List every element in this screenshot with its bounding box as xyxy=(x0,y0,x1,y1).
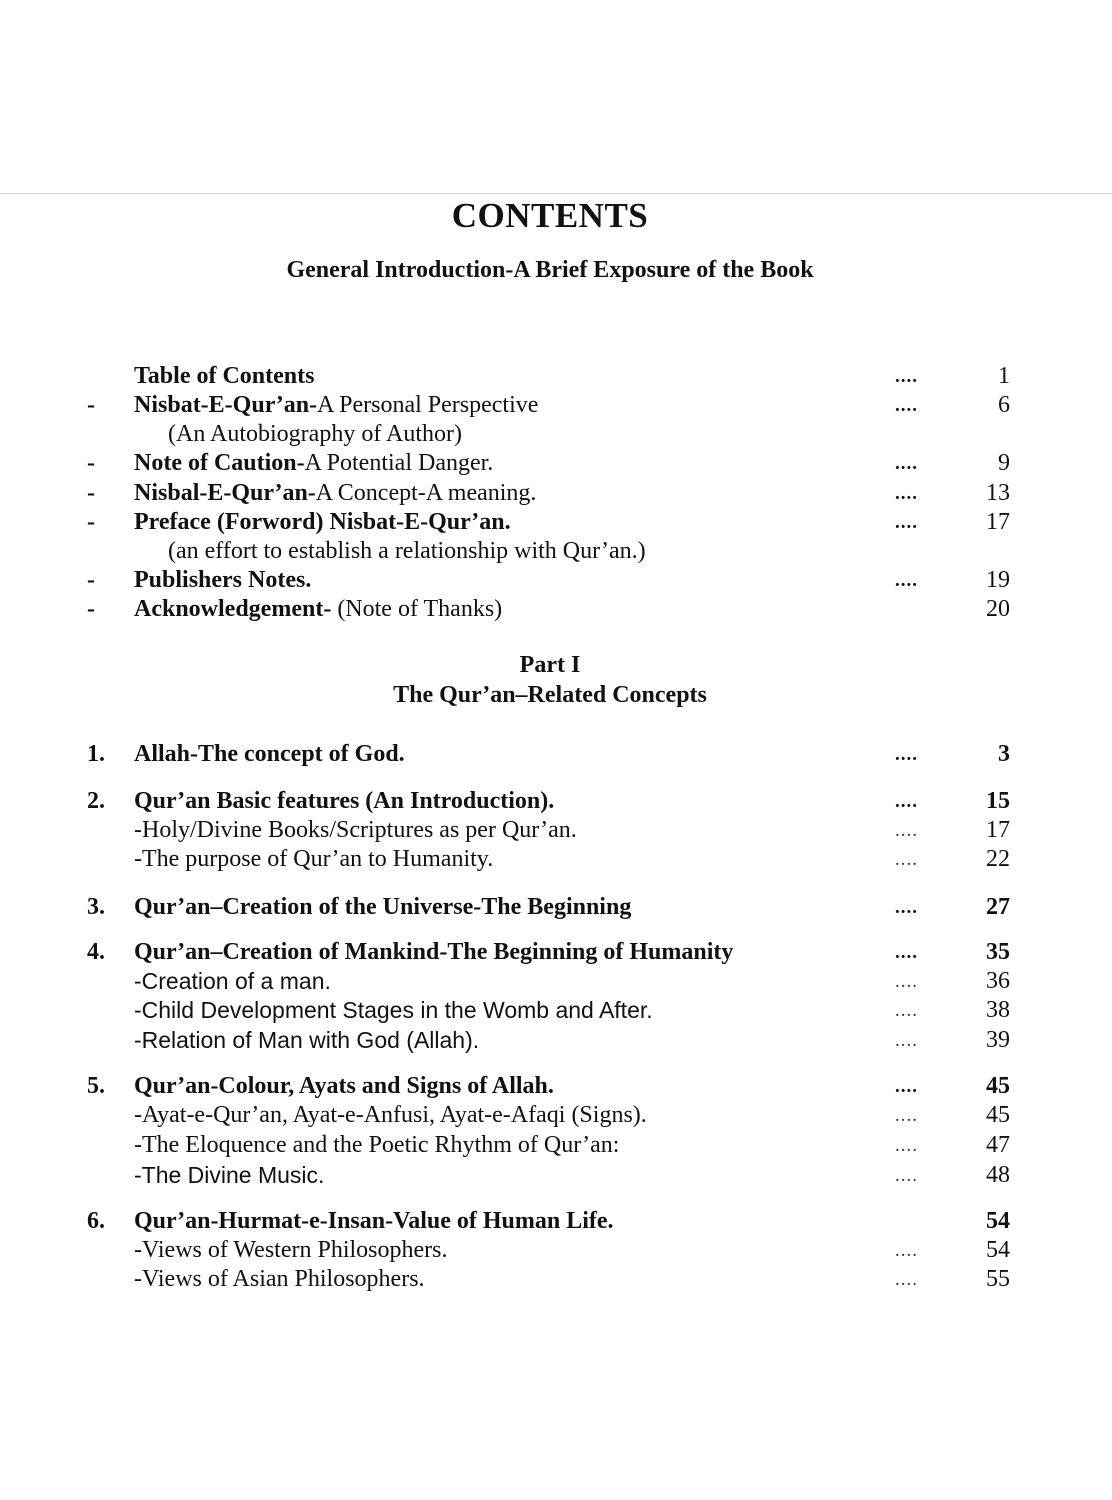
chapter-number: 2. xyxy=(87,788,105,814)
chapter-title: Allah-The concept of God. xyxy=(134,741,405,767)
toc-entry-continuation xyxy=(0,537,1112,566)
subsection-entry[interactable] xyxy=(0,1265,1112,1294)
toc-entry-personal-perspective[interactable] xyxy=(0,391,1112,420)
subsection-entry[interactable] xyxy=(0,1101,1112,1130)
entry-title: Preface (Forword) Nisbat-E-Qur’an. xyxy=(134,509,511,535)
entry-bullet: - xyxy=(87,509,95,535)
leader-dots: .... xyxy=(895,849,918,870)
subsection-title: -Views of Western Philosophers. xyxy=(134,1237,448,1263)
part-title: The Qur’an–Related Concepts xyxy=(393,682,707,708)
subsection-entry[interactable] xyxy=(0,996,1112,1025)
subsection-title: -Views of Asian Philosophers. xyxy=(134,1266,425,1292)
chapter-5[interactable] xyxy=(0,1072,1112,1101)
page-number: 45 xyxy=(986,1102,1010,1128)
leader-dots: .... xyxy=(895,942,918,963)
entry-note: (an effort to establish a relationship with Qur’an.) xyxy=(168,538,646,564)
page-number: 35 xyxy=(986,939,1010,965)
leader-dots: .... xyxy=(895,971,918,992)
entry-title: Publishers Notes. xyxy=(134,567,312,593)
leader-dots: .... xyxy=(895,366,918,387)
page-number: 13 xyxy=(986,480,1010,506)
entry-title: Nisbat-E-Qur’an- xyxy=(134,392,318,418)
page-number: 20 xyxy=(986,596,1010,622)
subsection-entry[interactable] xyxy=(0,1236,1112,1265)
subsection-title: -The Eloquence and the Poetic Rhythm of Qur’an: xyxy=(134,1132,620,1158)
toc-entry-continuation xyxy=(0,420,1112,449)
leader-dots: .... xyxy=(895,820,918,841)
chapter-title: Qur’an-Colour, Ayats and Signs of Allah. xyxy=(134,1073,554,1099)
entry-title: Note of Caution- xyxy=(134,450,305,476)
leader-dots: .... xyxy=(895,791,918,812)
page-number: 36 xyxy=(986,968,1010,994)
chapter-title: Qur’an–Creation of the Universe-The Beginning xyxy=(134,894,632,920)
leader-dots: .... xyxy=(895,1076,918,1097)
subsection-entry[interactable] xyxy=(0,1131,1112,1160)
leader-dots: .... xyxy=(895,1269,918,1290)
page-number: 54 xyxy=(986,1237,1010,1263)
subsection-title: -Ayat-e-Qur’an, Ayat-e-Anfusi, Ayat-e-Afaqi (Signs). xyxy=(134,1102,647,1128)
page-number: 47 xyxy=(986,1132,1010,1158)
chapter-number: 6. xyxy=(87,1208,105,1234)
toc-entry-acknowledgement[interactable] xyxy=(0,595,1112,624)
entry-subtitle: A Personal Perspective xyxy=(317,392,539,418)
page-number: 38 xyxy=(986,997,1010,1023)
page-number: 1 xyxy=(998,363,1010,389)
toc-entry-note-of-caution[interactable] xyxy=(0,449,1112,478)
leader-dots: .... xyxy=(895,1000,918,1021)
page-number: 48 xyxy=(986,1162,1010,1188)
entry-bullet: - xyxy=(87,596,95,622)
leader-dots: .... xyxy=(895,897,918,918)
page-number: 22 xyxy=(986,846,1010,872)
page-subtitle: General Introduction-A Brief Exposure of the Book xyxy=(286,257,814,283)
leader-dots: .... xyxy=(895,483,918,504)
page-number: 54 xyxy=(986,1208,1010,1234)
page-number: 27 xyxy=(986,894,1010,920)
subsection-title: -The Divine Music. xyxy=(134,1162,325,1188)
page-number: 6 xyxy=(998,392,1010,418)
chapter-title: Qur’an–Creation of Mankind-The Beginning of Humanity xyxy=(134,939,734,965)
toc-entry-concept-meaning[interactable] xyxy=(0,479,1112,508)
page-number: 45 xyxy=(986,1073,1010,1099)
entry-subtitle: (Note of Thanks) xyxy=(331,596,503,622)
page-top-edge xyxy=(0,193,1112,194)
page-number: 17 xyxy=(986,509,1010,535)
subsection-entry[interactable] xyxy=(0,1026,1112,1055)
part-number: Part I xyxy=(519,652,581,678)
entry-subtitle: A Potential Danger. xyxy=(304,450,494,476)
subsection-title: -Child Development Stages in the Womb and After. xyxy=(134,997,653,1023)
entry-title: Acknowledgement- xyxy=(134,596,332,622)
chapter-6[interactable] xyxy=(0,1207,1112,1236)
page-title: CONTENTS xyxy=(451,196,649,235)
page-number: 17 xyxy=(986,817,1010,843)
subsection-title: -Holy/Divine Books/Scriptures as per Qur’an. xyxy=(134,817,577,843)
toc-entry-publishers-notes[interactable] xyxy=(0,566,1112,595)
entry-title: Table of Contents xyxy=(134,363,315,389)
subsection-title: -The purpose of Qur’an to Humanity. xyxy=(134,846,494,872)
toc-entry-preface[interactable] xyxy=(0,508,1112,537)
leader-dots: .... xyxy=(895,1135,918,1156)
page-number: 3 xyxy=(998,741,1010,767)
chapter-4[interactable] xyxy=(0,938,1112,967)
toc-entry-table-of-contents[interactable] xyxy=(0,362,1112,391)
entry-bullet: - xyxy=(87,480,95,506)
chapter-number: 1. xyxy=(87,741,105,767)
leader-dots: .... xyxy=(895,744,918,765)
leader-dots: .... xyxy=(895,453,918,474)
subsection-entry[interactable] xyxy=(0,967,1112,996)
leader-dots: .... xyxy=(895,1030,918,1051)
leader-dots: .... xyxy=(895,512,918,533)
chapter-title: Qur’an-Hurmat-e-Insan-Value of Human Life. xyxy=(134,1208,614,1234)
entry-title: Nisbal-E-Qur’an- xyxy=(134,480,316,506)
chapter-1[interactable] xyxy=(0,740,1112,769)
leader-dots: .... xyxy=(895,1240,918,1261)
subsection-title: -Creation of a man. xyxy=(134,968,331,994)
entry-subtitle: A Concept-A meaning. xyxy=(315,480,537,506)
page-number: 55 xyxy=(986,1266,1010,1292)
chapter-2[interactable] xyxy=(0,787,1112,816)
chapter-title: Qur’an Basic features (An Introduction). xyxy=(134,788,555,814)
leader-dots: .... xyxy=(895,1105,918,1126)
leader-dots: .... xyxy=(895,1165,918,1186)
subsection-entry[interactable] xyxy=(0,1161,1112,1190)
entry-note: (An Autobiography of Author) xyxy=(168,421,462,447)
leader-dots: .... xyxy=(895,570,918,591)
subsection-entry[interactable] xyxy=(0,845,1112,874)
entry-bullet: - xyxy=(87,567,95,593)
subsection-title: -Relation of Man with God (Allah). xyxy=(134,1027,480,1053)
page-number: 9 xyxy=(998,450,1010,476)
chapter-number: 5. xyxy=(87,1073,105,1099)
chapter-number: 4. xyxy=(87,939,105,965)
page-number: 39 xyxy=(986,1027,1010,1053)
page-number: 15 xyxy=(986,788,1010,814)
page-number: 19 xyxy=(986,567,1010,593)
entry-bullet: - xyxy=(87,450,95,476)
entry-bullet: - xyxy=(87,392,95,418)
subsection-entry[interactable] xyxy=(0,816,1112,845)
leader-dots: .... xyxy=(895,395,918,416)
chapter-number: 3. xyxy=(87,894,105,920)
chapter-3[interactable] xyxy=(0,893,1112,922)
